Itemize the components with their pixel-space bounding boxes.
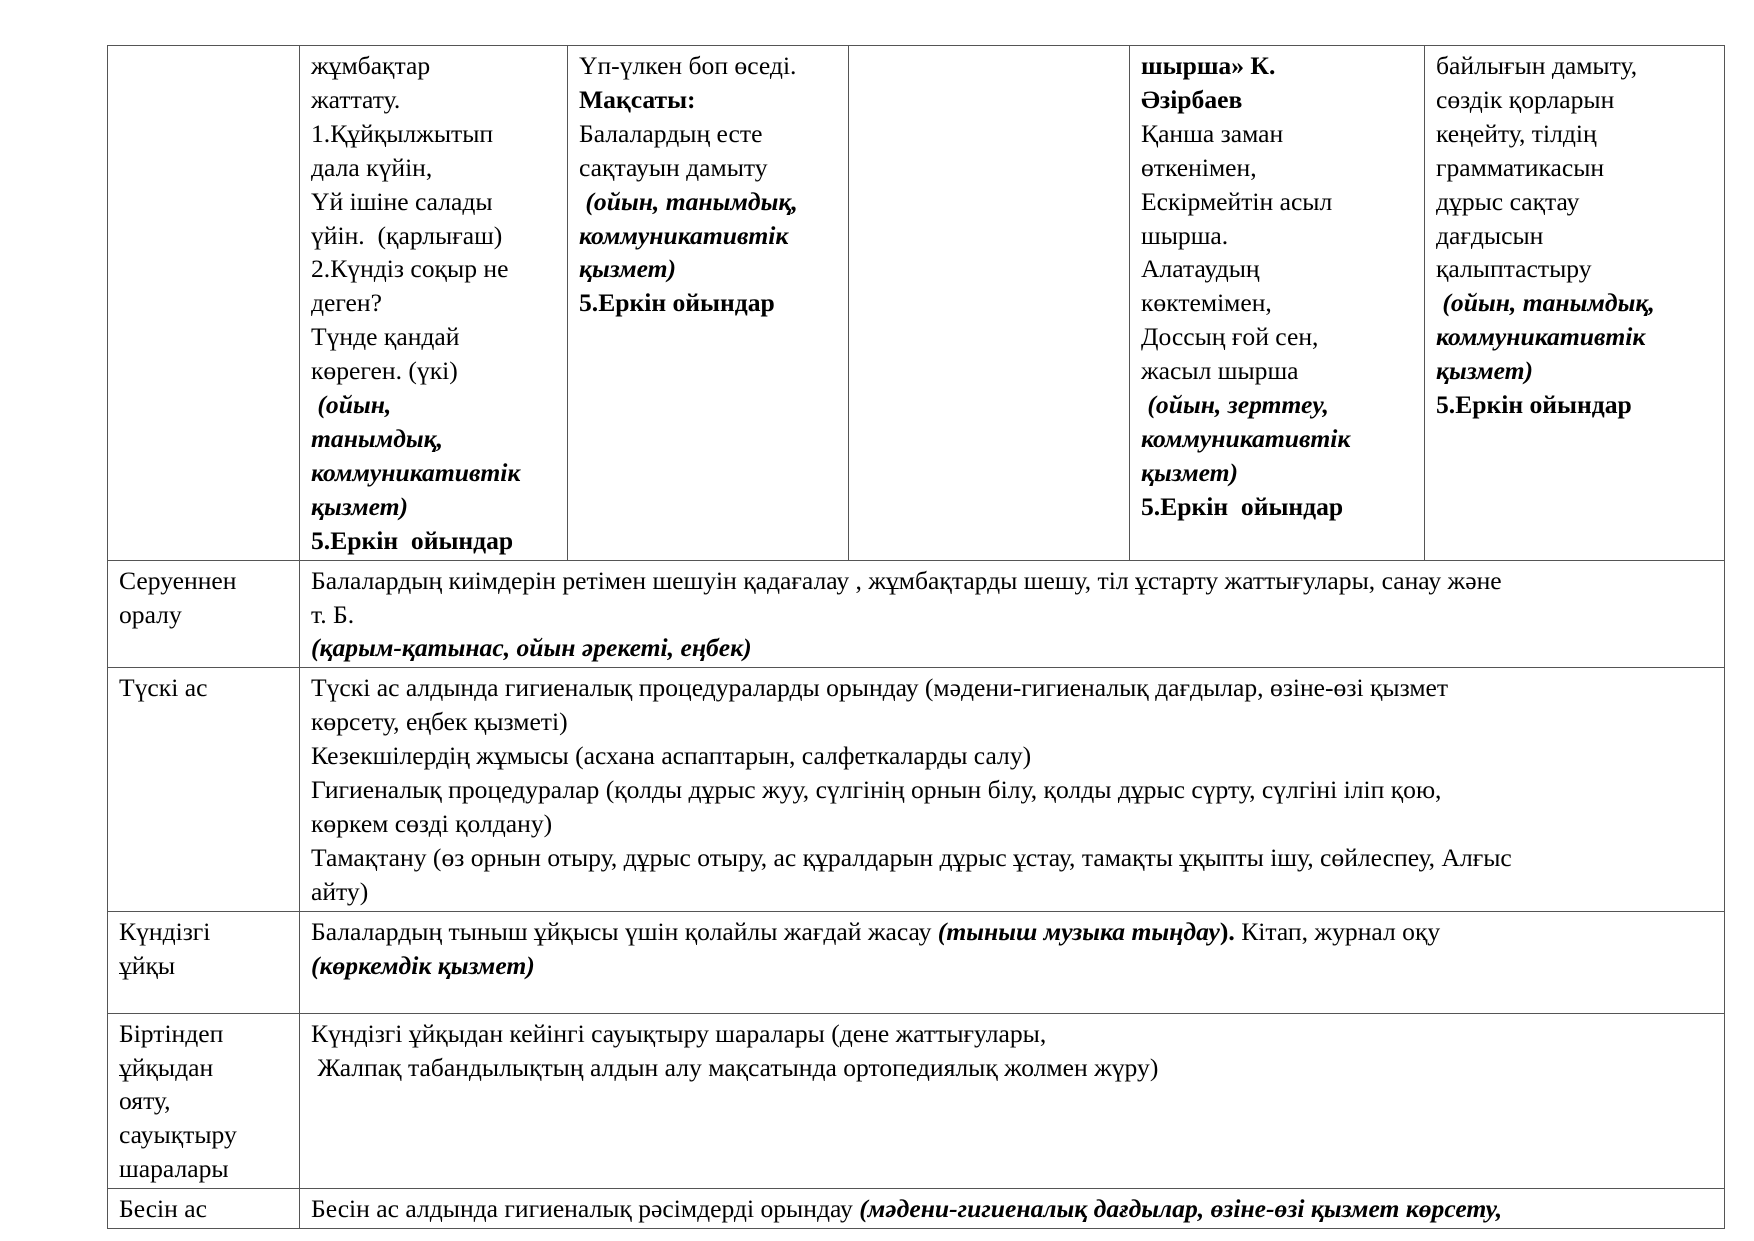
cell-line: жұмбақтар <box>311 51 431 80</box>
cell-line: (ойын, танымдық, <box>579 186 798 216</box>
cell-line: 1.Құйқылжытып <box>311 118 494 148</box>
cell-line: танымдық, <box>311 423 444 453</box>
text-segment: (қарым-қатынас, ойын әрекеті, еңбек) <box>311 633 752 663</box>
row-label-line: сауықтыру <box>119 1120 237 1150</box>
content-line <box>311 598 1714 632</box>
cell-line: 5.Еркін ойындар <box>311 525 514 555</box>
row-label-cell <box>108 46 300 561</box>
text-segment: көрсету, еңбек қызметі) <box>311 707 568 737</box>
text-segment: Күндізгі ұйқыдан кейінгі сауықтыру шаралары (дене жаттығулары, <box>311 1018 1047 1048</box>
cell-line: дағдысын <box>1436 220 1544 250</box>
content-line <box>311 949 1714 983</box>
text-segment: Жалпақ табандылықтың алдын алу мақсатында ортопедиялық жолмен жүру) <box>311 1052 1159 1082</box>
cell-line: дала күйін, <box>311 152 433 182</box>
table-row <box>108 668 1725 911</box>
text-segment: көркем сөзді қолдану) <box>311 808 553 838</box>
text-segment: (тыныш музыка тыңдау <box>937 916 1220 946</box>
content-cell <box>300 46 568 561</box>
cell-line: деген? <box>311 288 382 318</box>
cell-line: Түнде қандай <box>311 322 460 352</box>
text-segment: Балалардың киімдерін ретімен шешуін қадағалау , жұмбақтарды шешу, тіл ұстарту жаттығулары, санау және <box>311 565 1502 595</box>
row-label-line: оралу <box>119 599 182 629</box>
content-cell <box>849 46 1130 561</box>
cell-line: Әзірбаев <box>1141 84 1243 114</box>
text-segment: Тамақтану (өз орнын отыру, дұрыс отыру, ас құралдарын дұрыс ұстау, тамақты ұқыпты ішу, сөйлеспеу, Алғыс <box>311 842 1512 872</box>
cell-line: 5.Еркін ойындар <box>1436 390 1632 420</box>
cell-line: қызмет) <box>311 491 409 521</box>
text-segment: Бесін ас алдында гигиеналық рәсімдерді орындау <box>311 1194 860 1224</box>
text-segment: Балалардың тыныш ұйқысы үшін қолайлы жағдай жасау <box>311 916 938 946</box>
cell-line: Алатаудың <box>1141 254 1260 284</box>
content-line <box>311 631 1714 665</box>
content-line <box>311 671 1714 705</box>
text-segment: Гигиеналық процедуралар (қолды дұрыс жуу, сүлгінің орнын білу, қолды дұрыс сүрту, сүлгіні іліп қою, <box>311 775 1442 805</box>
row-label-line: ұйқыдан <box>119 1052 214 1082</box>
cell-line: Қанша заман <box>1141 118 1284 148</box>
cell-line: шырша» К. <box>1141 51 1276 80</box>
row-label-line: Түскі ас <box>119 673 208 703</box>
row-label-line: шаралары <box>119 1154 229 1184</box>
cell-line: Балалардың есте <box>579 118 763 148</box>
cell-line: (ойын, <box>311 390 392 420</box>
row-label-line: Серуеннен <box>119 565 237 595</box>
text-segment: (көркемдік қызмет) <box>311 950 535 980</box>
cell-line: дұрыс сақтау <box>1436 186 1580 216</box>
cell-line: қалыптастыру <box>1436 254 1592 284</box>
content-line <box>311 875 1714 909</box>
row-label-cell <box>108 1013 300 1189</box>
table-row <box>108 1013 1725 1189</box>
cell-line: 2.Күндіз соқыр не <box>311 254 509 284</box>
text-segment: т. Б. <box>311 599 355 629</box>
row-label-cell <box>108 668 300 911</box>
cell-line: коммуникативтік <box>579 220 789 250</box>
row-label-cell <box>108 1189 300 1229</box>
content-cell <box>1130 46 1425 561</box>
cell-line: сөздік қорларын <box>1436 84 1615 114</box>
cell-line: көктемімен, <box>1141 288 1272 318</box>
table-row <box>108 1189 1725 1229</box>
content-line <box>311 1017 1714 1051</box>
row-content-cell <box>300 1189 1725 1229</box>
cell-line: Мақсаты: <box>579 84 696 114</box>
cell-line: (ойын, зерттеу, <box>1141 390 1329 420</box>
content-cell <box>1425 46 1725 561</box>
cell-line: (ойын, танымдық, <box>1436 288 1655 318</box>
content-line <box>311 1192 1714 1226</box>
content-cell <box>568 46 849 561</box>
cell-line: грамматикасын <box>1436 152 1605 182</box>
text-segment: айту) <box>311 876 369 906</box>
content-line <box>311 564 1714 598</box>
table-row <box>108 911 1725 1013</box>
cell-line: байлығын дамыту, <box>1436 51 1638 80</box>
cell-line: қызмет) <box>579 254 677 284</box>
cell-line: көреген. (үкі) <box>311 356 458 386</box>
row-label-line: Бесін ас <box>119 1194 207 1224</box>
content-line <box>311 807 1714 841</box>
cell-line: коммуникативтік <box>311 457 521 487</box>
cell-line: шырша. <box>1141 220 1229 250</box>
cell-line: коммуникативтік <box>1141 423 1351 453</box>
table-row <box>108 46 1725 561</box>
row-label-line: Күндізгі <box>119 916 211 946</box>
row-content-cell <box>300 560 1725 668</box>
text-segment: ). <box>1219 916 1242 946</box>
cell-line: үйін. (қарлығаш) <box>311 220 503 250</box>
content-line <box>311 1051 1714 1085</box>
content-line <box>311 915 1714 949</box>
cell-line: Үп-үлкен боп өседі. <box>579 51 797 80</box>
row-content-cell <box>300 1013 1725 1189</box>
cell-line: қызмет) <box>1141 457 1239 487</box>
row-label-line: ояту, <box>119 1086 171 1116</box>
cell-line: Доссың ғой сен, <box>1141 322 1319 352</box>
row-content-cell <box>300 911 1725 1013</box>
row-label-line: ұйқы <box>119 950 176 980</box>
row-label-line: Біртіндеп <box>119 1018 224 1048</box>
row-label-cell <box>108 911 300 1013</box>
cell-line: қызмет) <box>1436 356 1534 386</box>
cell-line: кеңейту, тілдің <box>1436 118 1597 148</box>
content-line <box>311 705 1714 739</box>
daily-plan-table <box>107 45 1725 1229</box>
text-segment: Түскі ас алдында гигиеналық процедураларды орындау (мәдени-гигиеналық дағдылар, өзіне-өзі қызмет <box>311 673 1449 703</box>
table-row <box>108 560 1725 668</box>
row-label-cell <box>108 560 300 668</box>
cell-line: 5.Еркін ойындар <box>1141 491 1344 521</box>
cell-line: 5.Еркін ойындар <box>579 288 775 318</box>
text-segment: Кітап, журнал оқу <box>1241 916 1441 946</box>
cell-line: өткенімен, <box>1141 152 1257 182</box>
cell-line: жаттату. <box>311 84 401 114</box>
text-segment: (мәдени-гигиеналық дағдылар, өзіне-өзі қызмет көрсету, <box>859 1194 1503 1224</box>
content-line <box>311 773 1714 807</box>
cell-line: Ескірмейтін асыл <box>1141 186 1333 216</box>
content-line <box>311 841 1714 875</box>
cell-line: коммуникативтік <box>1436 322 1646 352</box>
content-line <box>311 739 1714 773</box>
row-content-cell <box>300 668 1725 911</box>
cell-line: сақтауын дамыту <box>579 152 768 182</box>
cell-line: жасыл шырша <box>1141 356 1299 386</box>
text-segment: Кезекшілердің жұмысы (асхана аспаптарын, салфеткаларды салу) <box>311 741 1032 771</box>
cell-line: Үй ішіне салады <box>311 186 493 216</box>
